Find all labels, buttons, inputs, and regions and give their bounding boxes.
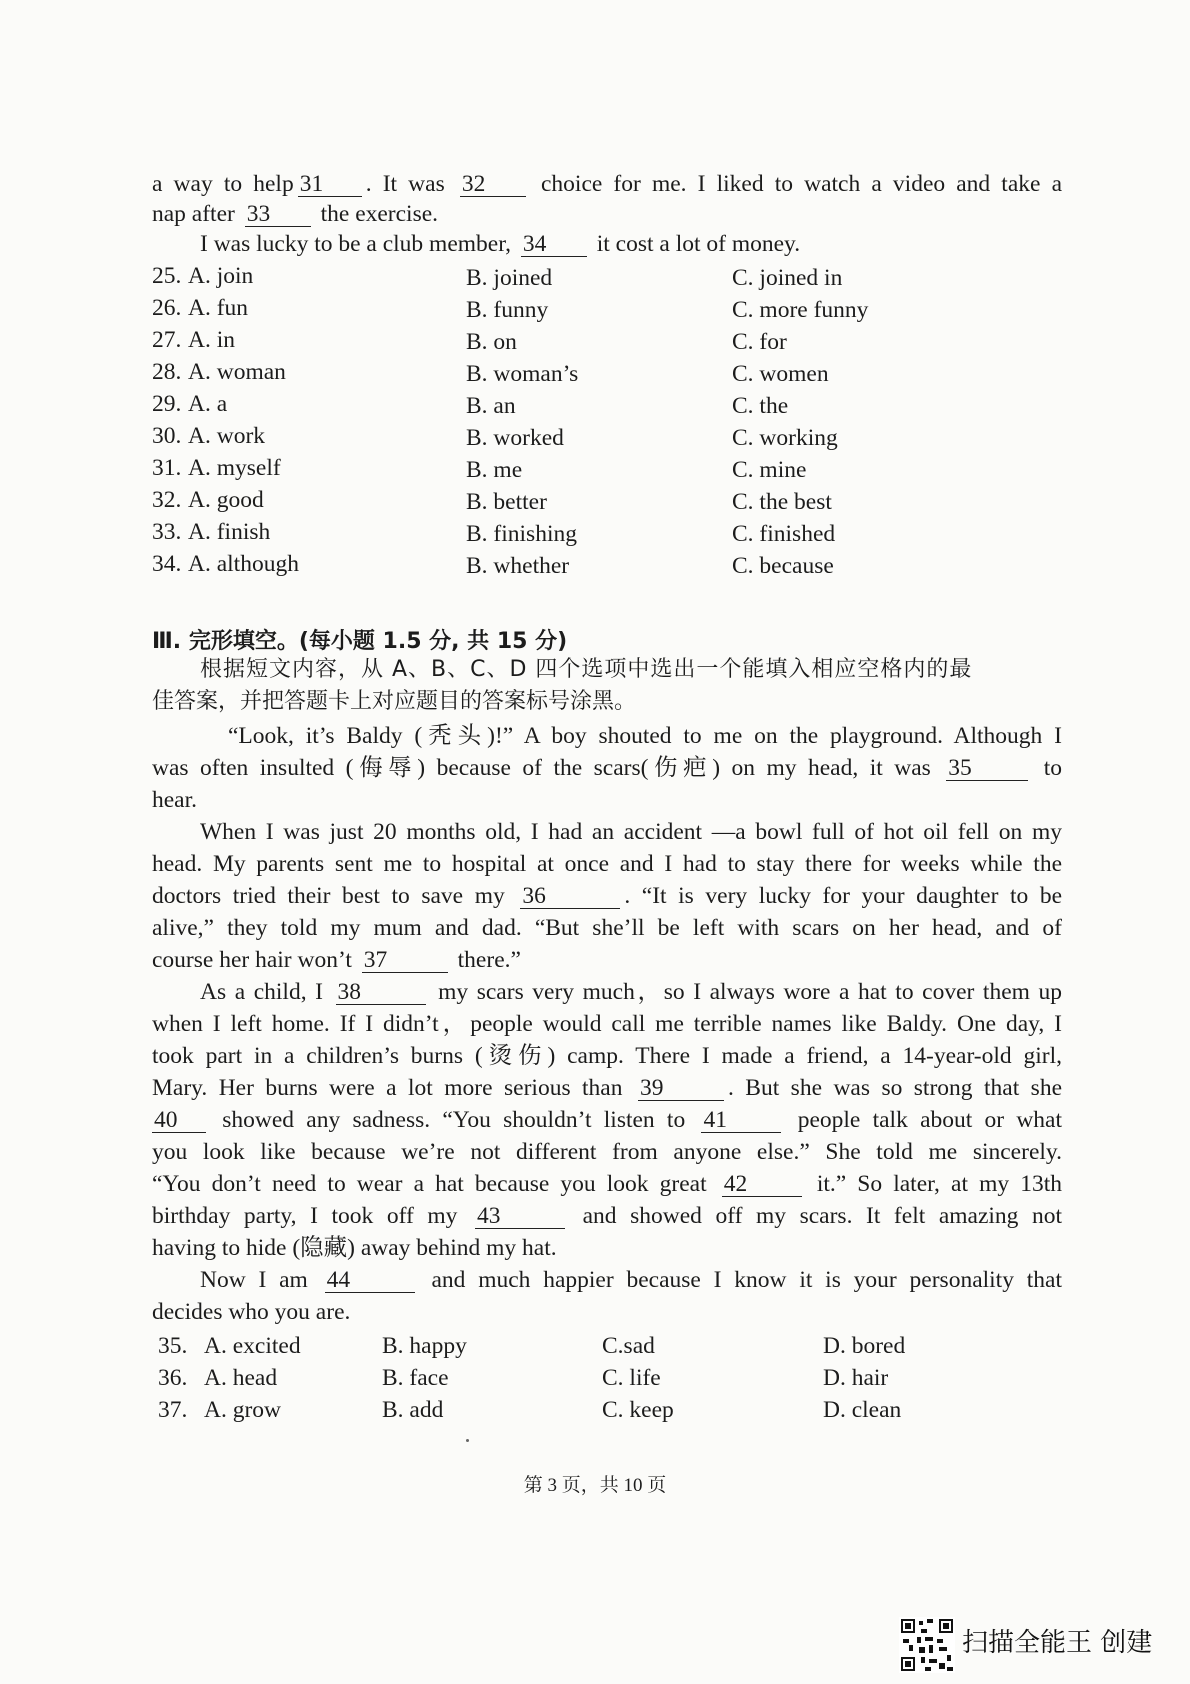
option-b: B. whether [466,553,570,579]
text: was often insulted (侮辱) because of the scars(伤疤) on my head, it was [152,755,931,781]
option-b: B. joined [466,265,553,291]
blank-39: 39 [638,1076,724,1101]
option-a: A. excited [204,1333,301,1359]
text: birthday party, I took off my [152,1203,458,1229]
text: my scars very much，so I always wore a hat to cover them up [438,979,1062,1005]
option-a: A. work [188,423,266,449]
option-a: A. grow [204,1397,282,1423]
passage-line: “Look, it’s Baldy (秃头)!” A boy shouted to me on the playground. Although I [228,723,1062,749]
option-c: C. mine [732,457,807,483]
passage-line: decides who you are. [152,1299,351,1325]
option-c: C. because [732,553,834,579]
text: the exercise. [320,201,439,227]
option-a: A. fun [188,295,249,321]
blank-43: 43 [475,1204,565,1229]
instruction-line: 根据短文内容，从 A、B、C、D 四个选项中选出一个能填入相应空格内的最 [200,657,973,682]
text: there.” [457,947,521,973]
option-b: B. happy [382,1333,467,1359]
option-b: B. funny [466,297,549,323]
text: a way to help [152,171,294,197]
question-number: 37. [158,1397,188,1423]
blank-35: 35 [946,756,1028,781]
passage-line [152,753,1062,783]
option-d: D. hair [823,1365,889,1391]
text: nap after [152,201,235,227]
option-a: A. good [188,487,264,513]
text: . “It is very lucky for your daughter to be [624,883,1063,909]
option-d: D. clean [823,1397,902,1423]
option-a: A. a [188,391,228,417]
blank-32: 32 [460,172,526,197]
option-c: C. life [602,1365,661,1391]
question-number: 34. [152,551,182,577]
option-b: B. me [466,457,523,483]
option-a: A. head [204,1365,278,1391]
passage-line: alive,” they told my mum and dad. “But she’ll be left with scars on her head, and of [152,915,1062,941]
question-number: 25. [152,263,182,289]
question-number: 33. [152,519,182,545]
option-a: A. in [188,327,235,353]
passage-line [152,199,1062,229]
passage-line [200,977,1062,1007]
passage-line [200,229,1062,259]
blank-41: 41 [701,1108,781,1133]
blank-31: 31 [298,172,362,197]
blank-40: 40 [152,1108,206,1133]
text: it cost a lot of money. [596,231,801,257]
passage-line: having to hide (隐藏) away behind my hat. [152,1235,557,1261]
text: As a child, I [200,979,323,1005]
question-number: 31. [152,455,182,481]
option-c: C. working [732,425,838,451]
qr-code-icon [899,1617,955,1673]
option-d: D. bored [823,1333,906,1359]
option-c: C. keep [602,1397,674,1423]
blank-44: 44 [325,1268,415,1293]
text: “You don’t need to wear a hat because you look great [152,1171,707,1197]
option-c: C. women [732,361,829,387]
text: Mary. Her burns were a lot more serious than [152,1075,623,1101]
passage-line [152,1169,1062,1199]
passage-line [152,169,1062,199]
question-number: 32. [152,487,182,513]
option-c: C. for [732,329,787,355]
text: and much happier because I know it is your personality that [431,1267,1063,1293]
question-number: 28. [152,359,182,385]
instruction-line: 佳答案，并把答题卡上对应题目的答案标号涂黑。 [152,689,637,714]
text: choice for me. I liked to watch a video and take a [540,171,1063,197]
option-a: A. woman [188,359,286,385]
blank-37: 37 [362,948,448,973]
blank-42: 42 [722,1172,802,1197]
option-b: B. woman’s [466,361,579,387]
text: people talk about or what [797,1107,1063,1133]
passage-line: hear. [152,787,198,813]
question-number: 29. [152,391,182,417]
option-c: C.sad [602,1333,655,1359]
scanner-watermark: 扫描全能王 创建 [962,1628,1153,1658]
option-b: B. add [382,1397,444,1423]
option-c: C. finished [732,521,836,547]
option-b: B. an [466,393,516,419]
text: I was lucky to be a club member, [200,231,511,257]
passage-line: head. My parents sent me to hospital at once and I had to stay there for weeks while the [152,851,1062,877]
option-b: B. face [382,1365,449,1391]
option-c: C. the [732,393,789,419]
question-number: 27. [152,327,182,353]
text: . But she was so strong that she [727,1075,1062,1101]
page-footer: 第 3 页，共 10 页 [523,1475,667,1496]
text: Now I am [200,1267,308,1293]
passage-line [152,1073,1062,1103]
text: and showed off my scars. It felt amazing not [582,1203,1063,1229]
passage-line: you look like because we’re not different from anyone else.” She told me sincerely. [152,1139,1062,1165]
scan-speck [466,1439,469,1442]
text: doctors tried their best to save my [152,883,505,909]
option-c: C. more funny [732,297,869,323]
option-b: B. better [466,489,547,515]
blank-36: 36 [520,884,620,909]
option-a: A. myself [188,455,281,481]
option-a: A. although [188,551,299,577]
question-number: 26. [152,295,182,321]
text: . It was [365,171,445,197]
section-title: Ⅲ. 完形填空。(每小题 1.5 分, 共 15 分) [152,629,568,654]
option-c: C. joined in [732,265,843,291]
option-b: B. finishing [466,521,577,547]
text: course her hair won’t [152,947,352,973]
text: it.” So later, at my 13th [816,1171,1062,1197]
passage-line [152,1105,1062,1135]
passage-line [200,1265,1062,1295]
option-a: A. join [188,263,254,289]
blank-34: 34 [521,232,587,257]
question-number: 36. [158,1365,188,1391]
question-number: 30. [152,423,182,449]
passage-line [152,945,1062,975]
passage-line [152,881,1062,911]
passage-line [152,1201,1062,1231]
passage-line: took part in a children’s burns (烫伤) camp. There I made a friend, a 14-year-old girl, [152,1043,1062,1069]
passage-line: When I was just 20 months old, I had an accident —a bowl full of hot oil fell on my [200,819,1062,845]
text: showed any sadness. “You shouldn’t listen to [222,1107,686,1133]
passage-line: when I left home. If I didn’t，people would call me terrible names like Baldy. One day, I [152,1011,1062,1037]
option-a: A. finish [188,519,271,545]
blank-33: 33 [245,202,311,227]
option-c: C. the best [732,489,832,515]
option-b: B. on [466,329,517,355]
question-number: 35. [158,1333,188,1359]
blank-38: 38 [336,980,426,1005]
text: to [1043,755,1063,781]
option-b: B. worked [466,425,564,451]
